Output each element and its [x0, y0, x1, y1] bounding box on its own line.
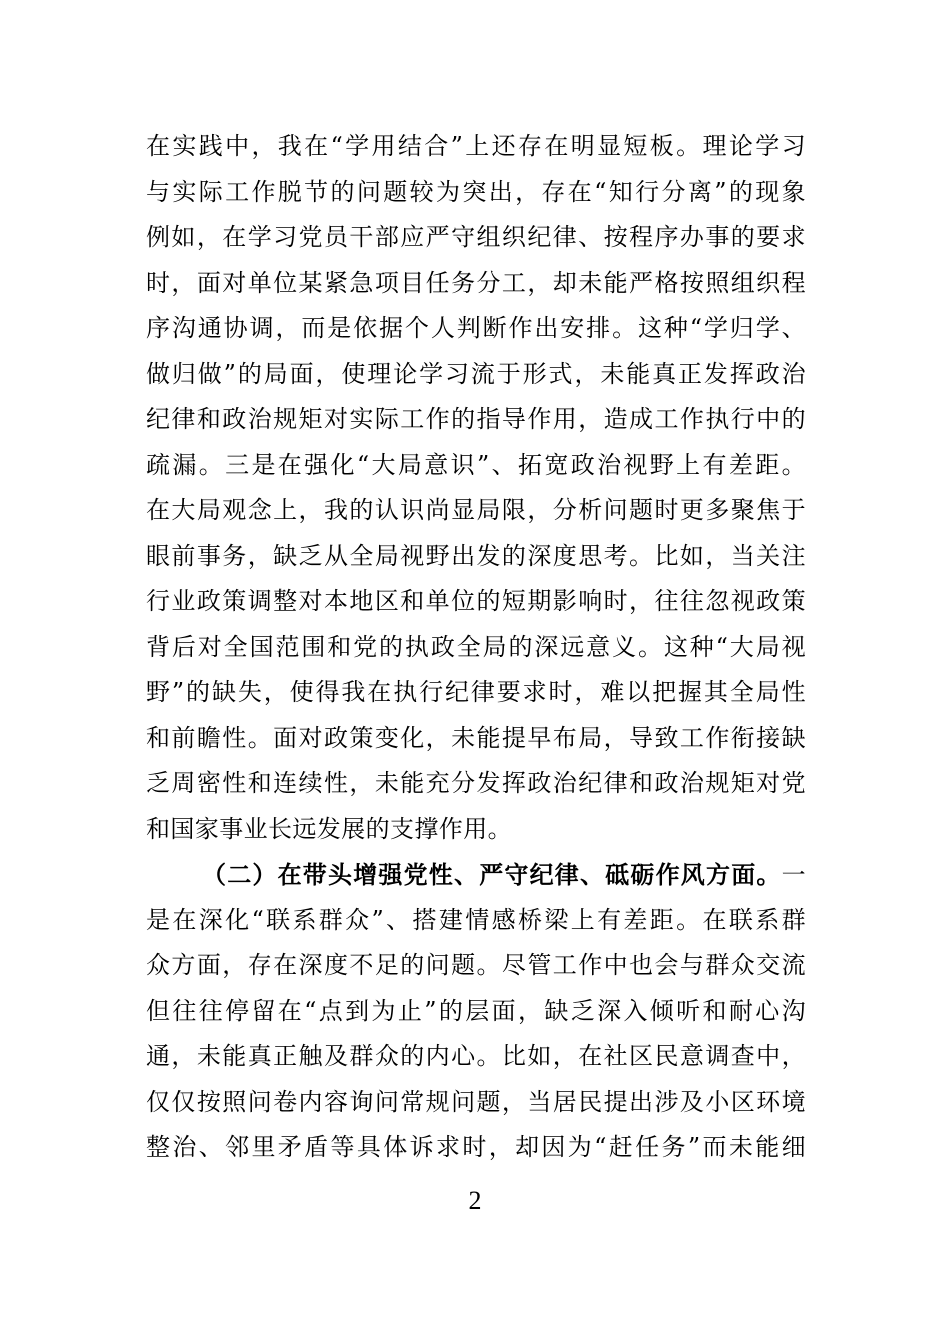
text-line: 例如，在学习党员干部应严守组织纪律、按程序办事的要求 [146, 223, 806, 251]
body-text [146, 124, 806, 1171]
text-line: 与实际工作脱节的问题较为突出，存在“知行分离”的现象 [146, 177, 806, 206]
text-line: 背后对全国范围和党的执政全局的深远意义。这种“大局视 [146, 632, 806, 661]
text-line: 是在深化“联系群众”、搭建情感桥梁上有差距。在联系群 [146, 905, 806, 934]
text-line: 和国家事业长远发展的支撑作用。 [146, 814, 512, 843]
text-line: 整治、邻里矛盾等具体诉求时，却因为“赶任务”而未能细 [146, 1133, 806, 1161]
text-line: 但往往停留在“点到为止”的层面，缺乏深入倾听和耐心沟 [146, 996, 806, 1025]
text-line: 仅仅按照问卷内容询问常规问题，当居民提出涉及小区环境 [146, 1087, 806, 1116]
text-line: 时，面对单位某紧急项目任务分工，却未能严格按照组织程 [146, 268, 806, 297]
page-number: 2 [468, 1186, 482, 1215]
text-line: 序沟通协调，而是依据个人判断作出安排。这种“学归学、 [146, 314, 806, 342]
text-line: 眼前事务，缺乏从全局视野出发的深度思考。比如，当关注 [146, 541, 806, 570]
text-line: 在实践中，我在“学用结合”上还存在明显短板。理论学习 [146, 132, 806, 160]
text-line: 纪律和政治规矩对实际工作的指导作用，造成工作执行中的 [146, 405, 806, 433]
section-heading: （二）在带头增强党性、严守纪律、砥砺作风方面。 [202, 860, 782, 889]
text-line: 疏漏。三是在强化“大局意识”、拓宽政治视野上有差距。 [146, 450, 806, 479]
text-line: 乏周密性和连续性，未能充分发挥政治纪律和政治规矩对党 [146, 769, 806, 797]
section-heading-tail: 一 [781, 861, 806, 889]
text-line: 野”的缺失，使得我在执行纪律要求时，难以把握其全局性 [146, 678, 806, 706]
text-line: 做归做”的局面，使理论学习流于形式，未能真正发挥政治 [146, 359, 806, 388]
text-line: 在大局观念上，我的认识尚显局限，分析问题时更多聚焦于 [146, 496, 806, 524]
text-line: 行业政策调整对本地区和单位的短期影响时，往往忽视政策 [146, 587, 806, 615]
section-heading-line [146, 852, 806, 898]
text-line: 和前瞻性。面对政策变化，未能提早布局，导致工作衔接缺 [146, 723, 806, 752]
text-line: 众方面，存在深度不足的问题。尽管工作中也会与群众交流 [146, 951, 806, 979]
text-line: 通，未能真正触及群众的内心。比如，在社区民意调查中， [146, 1042, 806, 1070]
